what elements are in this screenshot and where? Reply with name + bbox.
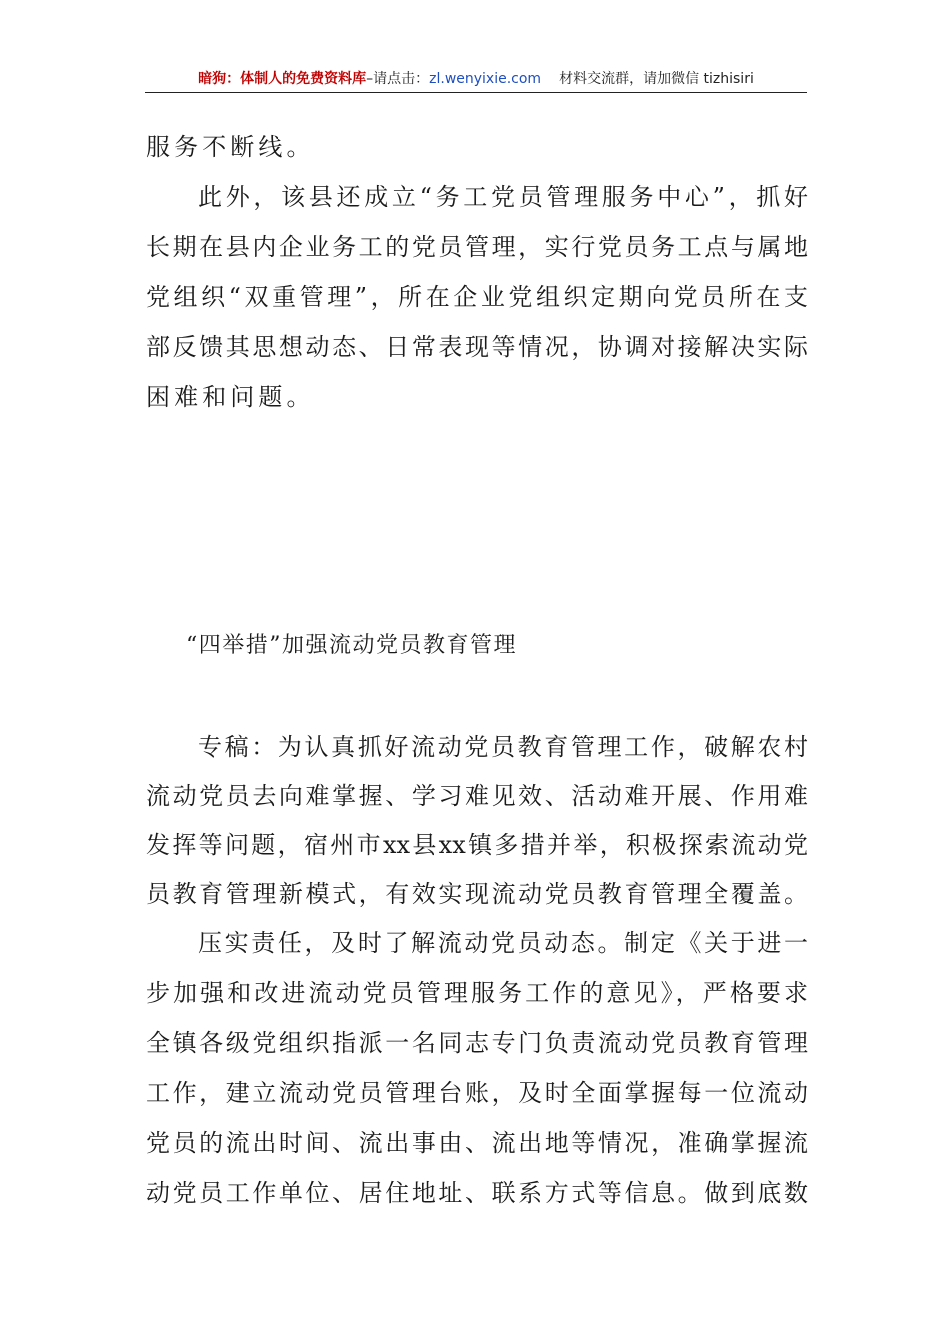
- paragraph3-line: 员教育管理新模式，有效实现流动党员教育管理全覆盖。: [146, 880, 808, 908]
- paragraph2-line: 党组织“双重管理”，所在企业党组织定期向党员所在支: [146, 283, 808, 311]
- paragraph3-line: 专稿：为认真抓好流动党员教育管理工作，破解农村: [198, 733, 808, 761]
- paragraph4-line: 工作，建立流动党员管理台账，及时全面掌握每一位流动: [146, 1079, 808, 1107]
- paragraph3-line: 流动党员去向难掌握、学习难见效、活动难开展、作用难: [146, 782, 808, 810]
- header-prompt: –请点击：: [366, 71, 430, 87]
- paragraph4-line: 步加强和改进流动党员管理服务工作的意见》，严格要求: [146, 979, 808, 1007]
- paragraph1-line: 服务不断线。: [146, 133, 315, 161]
- paragraph4-line: 压实责任，及时了解流动党员动态。制定《关于进一: [198, 929, 808, 957]
- paragraph2-line: 部反馈其思想动态、日常表现等情况，协调对接解决实际: [146, 333, 808, 361]
- paragraph2-line: 长期在县内企业务工的党员管理，实行党员务工点与属地: [146, 233, 808, 261]
- paragraph4-line: 全镇各级党组织指派一名同志专门负责流动党员教育管理: [146, 1029, 808, 1057]
- paragraph3-line: 发挥等问题，宿州市xx县xx镇多措并举，积极探索流动党: [146, 831, 808, 859]
- page-header: [145, 66, 807, 93]
- paragraph2-line: 此外，该县还成立“务工党员管理服务中心”，抓好: [198, 183, 808, 211]
- header-url-link[interactable]: zl.wenyixie.com: [429, 71, 542, 87]
- header-brand: 暗狗：体制人的免费资料库: [198, 71, 367, 87]
- paragraph4-line: 党员的流出时间、流出事由、流出地等情况，准确掌握流: [146, 1129, 808, 1157]
- article-title: “四举措”加强流动党员教育管理: [186, 633, 517, 658]
- header-group-note: 材料交流群，请加微信 tizhisiri: [559, 71, 754, 87]
- paragraph4-line: 动党员工作单位、居住地址、联系方式等信息。做到底数: [146, 1179, 808, 1207]
- paragraph2-line: 困难和问题。: [146, 383, 315, 411]
